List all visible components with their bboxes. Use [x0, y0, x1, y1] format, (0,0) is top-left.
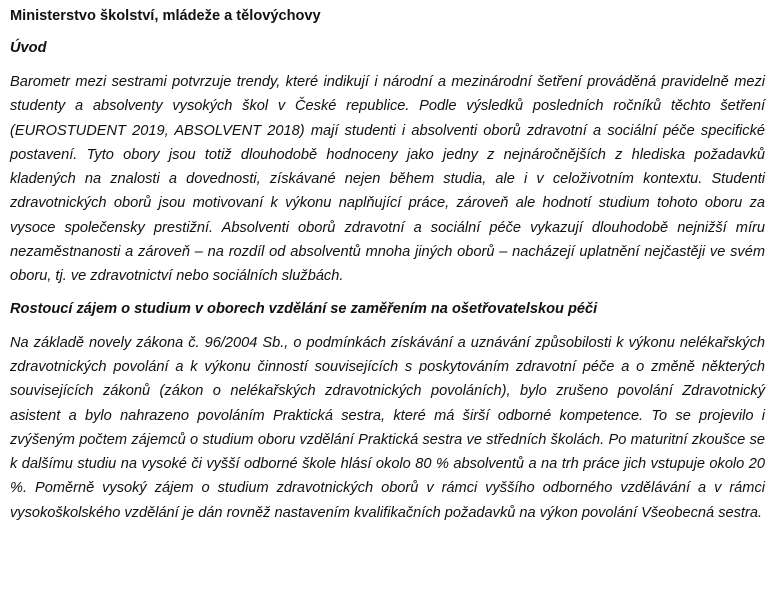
paragraph-intro: Barometr mezi sestrami potvrzuje trendy, které indikují i národní a mezinárodní šetření prováděná pravidelně mezi studenty a absolventy vysokých škol v České republice. Podle výsledků posledních ročníků těchto šetření (EUROSTUDENT 2019, ABSOLVENT 2018) mají studenti i absolventi oborů zdravotní a sociální péče specifické postavení. Tyto obory jsou totiž dlouhodobě hodnoceny jako jedny z nejnáročnějších z hlediska požadavků kladených na znalosti a dovednosti, získávané nejen během studia, ale i v celoživotním kontextu. Studenti zdravotnických oborů jsou motivovaní k výkonu naplňující práce, zároveň ale hodnotí studium tohoto oboru za vysoce společensky prestižní. Absolventi oborů zdravotní a sociální péče vykazují dlouhodobě nejnižší míru nezaměstnanosti a zároveň – na rozdíl od absolventů mnoha jiných oborů – nacházejí uplatnění nejčastěji ve svém oboru, tj. ve zdravotnictví nebo sociálních službách. — [10, 74, 765, 285]
ministry-title: Ministerstvo školství, mládeže a tělovýchovy — [10, 8, 321, 24]
paragraph-growing-interest: Na základě novely zákona č. 96/2004 Sb., o podmínkách získávání a uznávání způsobilosti k výkonu nelékařských zdravotnických povolání a k výkonu činností souvisejících s poskytováním zdravotní péče a o změně některých souvisejících zákonů (zákon o nelékařských zdravotnických povoláních), bylo zrušeno povolání Zdravotnický asistent a bylo nahrazeno povoláním Praktická sestra, které má širší odborné kompetence. To se projevilo i zvýšeným počtem zájemců o studium oboru vzdělání Praktická sestra ve středních školách. Po maturitní zkoušce se k dalšímu studiu na vysoké či vyšší odborné škole hlásí okolo 80 % absolventů a na trh práce jich vstupuje okolo 20 %. Poměrně vysoký zájem o studium zdravotnických oborů v rámci vyššího odborného vzdělávání a v rámci vysokoškolského vzdělání je dán rovněž nastavením kvalifikačních požadavků na výkon povolání Všeobecná sestra. — [10, 334, 765, 521]
section-heading-intro: Úvod — [10, 40, 47, 56]
section-heading-growing-interest: Rostoucí zájem o studium v oborech vzdělání se zaměřením na ošetřovatelskou péči — [10, 300, 598, 317]
